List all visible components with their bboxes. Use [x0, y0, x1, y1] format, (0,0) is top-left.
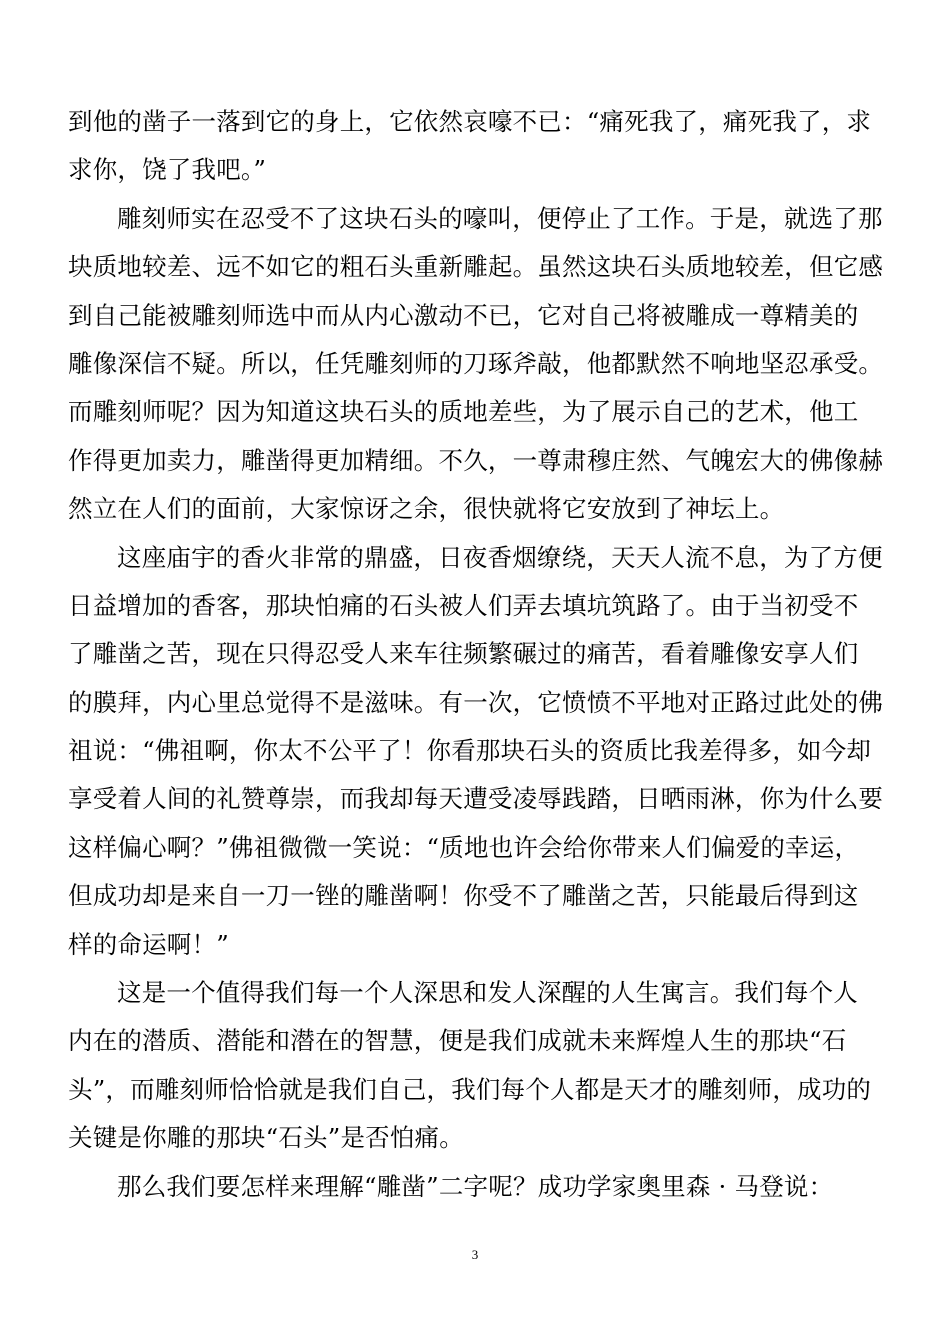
- text-line: 祖说：“佛祖啊，你太不公平了！你看那块石头的资质比我差得多，如今却: [68, 736, 872, 766]
- text-line: 求你，饶了我吧。”: [68, 155, 267, 185]
- text-line: 了雕凿之苦，现在只得忍受人来车往频繁碾过的痛苦，看着雕像安享人们: [68, 639, 859, 669]
- text-line: 到自己能被雕刻师选中而从内心激动不已，它对自己将被雕成一尊精美的: [68, 300, 859, 330]
- text-line: 块质地较差、远不如它的粗石头重新雕起。虽然这块石头质地较差，但它感: [68, 252, 884, 282]
- text-line: 而雕刻师呢？因为知道这块石头的质地差些，为了展示自己的艺术，他工: [68, 397, 859, 427]
- text-line: 这样偏心啊？”佛祖微微一笑说：“质地也许会给你带来人们偏爱的幸运，: [68, 832, 860, 862]
- text-line: 雕刻师实在忍受不了这块石头的嚎叫，便停止了工作。于是，就选了那: [117, 203, 883, 233]
- text-line: 关键是你雕的那块“石头”是否怕痛。: [68, 1123, 464, 1153]
- text-line: 的膜拜，内心里总觉得不是滋味。有一次，它愤愤不平地对正路过此处的佛: [68, 687, 884, 717]
- text-line: 这座庙宇的香火非常的鼎盛，日夜香烟缭绕，天天人流不息，为了方便: [117, 542, 883, 572]
- text-line: 但成功却是来自一刀一锉的雕凿啊！你受不了雕凿之苦，只能最后得到这: [68, 881, 859, 911]
- text-line: 样的命运啊！”: [68, 929, 229, 959]
- page-number: 3: [471, 1247, 479, 1262]
- text-line: 那么我们要怎样来理解“雕凿”二字呢？成功学家奥里森 · 马登说：: [117, 1171, 834, 1201]
- text-line: 这是一个值得我们每一个人深思和发人深醒的人生寓言。我们每个人: [117, 978, 858, 1008]
- text-line: 日益增加的香客，那块怕痛的石头被人们弄去填坑筑路了。由于当初受不: [68, 590, 859, 620]
- text-line: 然立在人们的面前，大家惊讶之余，很快就将它安放到了神坛上。: [68, 494, 785, 524]
- body-text: [68, 98, 888, 1211]
- text-line: 头”，而雕刻师恰恰就是我们自己，我们每个人都是天才的雕刻师，成功的: [68, 1074, 872, 1104]
- text-line: 作得更加卖力，雕凿得更加精细。不久，一尊肃穆庄然、气魄宏大的佛像赫: [68, 445, 884, 475]
- text-line: 享受着人间的礼赞尊崇，而我却每天遭受凌辱践踏，日晒雨淋，你为什么要: [68, 784, 884, 814]
- text-line: 内在的潜质、潜能和潜在的智慧，便是我们成就未来辉煌人生的那块“石: [68, 1026, 847, 1056]
- text-line: 雕像深信不疑。所以，任凭雕刻师的刀琢斧敲，他都默然不响地坚忍承受。: [68, 348, 884, 378]
- text-line: 到他的凿子一落到它的身上，它依然哀嚎不已：“痛死我了，痛死我了，求: [68, 107, 872, 136]
